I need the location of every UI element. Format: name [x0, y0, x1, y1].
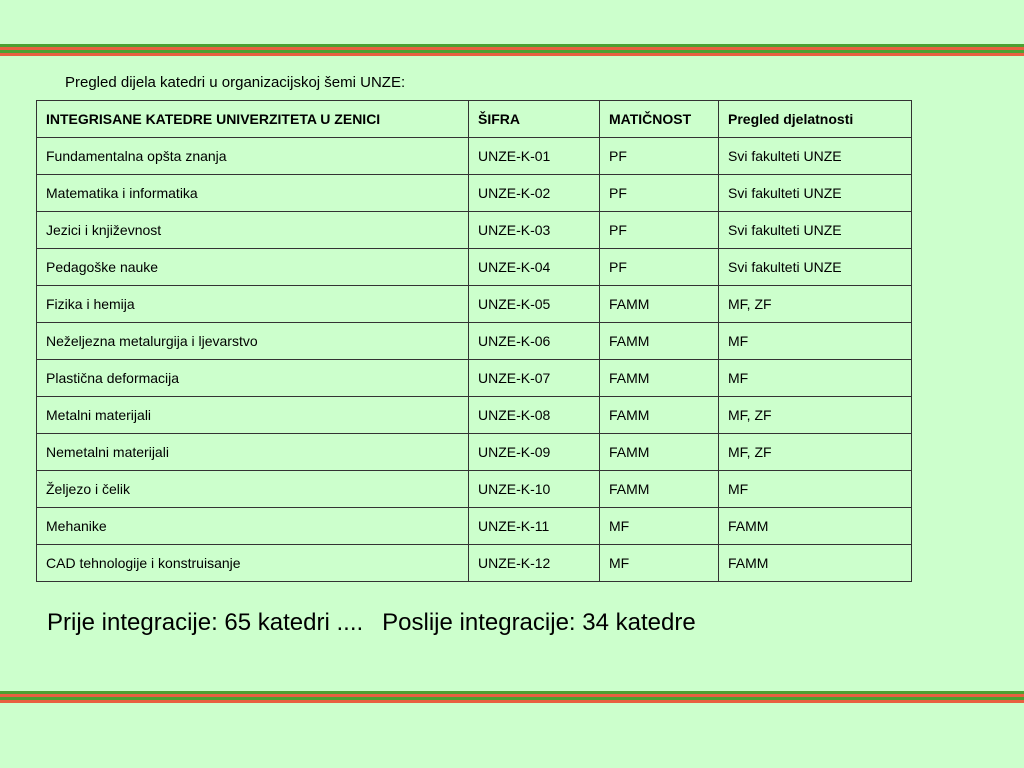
cell-activity-scope: Svi fakulteti UNZE — [719, 212, 912, 249]
summary-after: Poslije integracije: 34 katedre — [382, 609, 696, 636]
cell-activity-scope: Svi fakulteti UNZE — [719, 249, 912, 286]
cell-activity-scope: Svi fakulteti UNZE — [719, 138, 912, 175]
cell-activity-scope: MF, ZF — [719, 397, 912, 434]
table-row — [37, 286, 912, 323]
table-row — [37, 508, 912, 545]
cell-code: UNZE-K-04 — [469, 249, 600, 286]
table-row — [37, 360, 912, 397]
cell-activity-scope: MF, ZF — [719, 286, 912, 323]
header-activity-scope: Pregled djelatnosti — [719, 101, 912, 138]
cell-code: UNZE-K-03 — [469, 212, 600, 249]
cell-activity-scope: FAMM — [719, 545, 912, 582]
table-row — [37, 249, 912, 286]
table-row — [37, 138, 912, 175]
cell-code: UNZE-K-02 — [469, 175, 600, 212]
cell-parent-unit: MF — [600, 545, 719, 582]
table-row — [37, 175, 912, 212]
cell-code: UNZE-K-11 — [469, 508, 600, 545]
cell-parent-unit: PF — [600, 249, 719, 286]
cell-department: Metalni materijali — [37, 397, 469, 434]
summary-before: Prije integracije: 65 katedri .... — [47, 609, 364, 636]
cell-department: Željezo i čelik — [37, 471, 469, 508]
table-row — [37, 397, 912, 434]
cell-code: UNZE-K-12 — [469, 545, 600, 582]
cell-activity-scope: FAMM — [719, 508, 912, 545]
cell-activity-scope: MF, ZF — [719, 434, 912, 471]
cell-parent-unit: FAMM — [600, 434, 719, 471]
cell-parent-unit: FAMM — [600, 471, 719, 508]
stripe-line-red — [0, 53, 1024, 56]
cell-parent-unit: FAMM — [600, 360, 719, 397]
cell-activity-scope: MF — [719, 471, 912, 508]
slide-subtitle: Pregled dijela katedri u organizacijskoj šemi UNZE: — [65, 74, 406, 91]
cell-activity-scope: MF — [719, 360, 912, 397]
cell-department: Neželjezna metalurgija i ljevarstvo — [37, 323, 469, 360]
table-header-row — [37, 101, 912, 138]
table-row — [37, 545, 912, 582]
cell-code: UNZE-K-06 — [469, 323, 600, 360]
cell-department: Plastična deformacija — [37, 360, 469, 397]
cell-department: Mehanike — [37, 508, 469, 545]
cell-parent-unit: PF — [600, 212, 719, 249]
cell-activity-scope: MF — [719, 323, 912, 360]
cell-department: CAD tehnologije i konstruisanje — [37, 545, 469, 582]
departments-table — [36, 100, 912, 582]
bottom-decorative-stripe — [0, 691, 1024, 703]
cell-department: Jezici i književnost — [37, 212, 469, 249]
cell-department: Pedagoške nauke — [37, 249, 469, 286]
table-row — [37, 471, 912, 508]
cell-parent-unit: FAMM — [600, 323, 719, 360]
header-code: ŠIFRA — [469, 101, 600, 138]
integration-summary — [47, 609, 696, 637]
cell-code: UNZE-K-07 — [469, 360, 600, 397]
cell-code: UNZE-K-01 — [469, 138, 600, 175]
cell-parent-unit: PF — [600, 175, 719, 212]
table-row — [37, 323, 912, 360]
cell-code: UNZE-K-10 — [469, 471, 600, 508]
stripe-line-red — [0, 700, 1024, 703]
cell-department: Fizika i hemija — [37, 286, 469, 323]
cell-parent-unit: FAMM — [600, 397, 719, 434]
table-row — [37, 434, 912, 471]
cell-parent-unit: MF — [600, 508, 719, 545]
cell-department: Matematika i informatika — [37, 175, 469, 212]
cell-activity-scope: Svi fakulteti UNZE — [719, 175, 912, 212]
cell-code: UNZE-K-08 — [469, 397, 600, 434]
cell-parent-unit: FAMM — [600, 286, 719, 323]
cell-code: UNZE-K-05 — [469, 286, 600, 323]
cell-department: Nemetalni materijali — [37, 434, 469, 471]
cell-code: UNZE-K-09 — [469, 434, 600, 471]
header-department: INTEGRISANE KATEDRE UNIVERZITETA U ZENICI — [37, 101, 469, 138]
table-row — [37, 212, 912, 249]
top-decorative-stripe — [0, 44, 1024, 56]
cell-department: Fundamentalna opšta znanja — [37, 138, 469, 175]
header-parent-unit: MATIČNOST — [600, 101, 719, 138]
cell-parent-unit: PF — [600, 138, 719, 175]
